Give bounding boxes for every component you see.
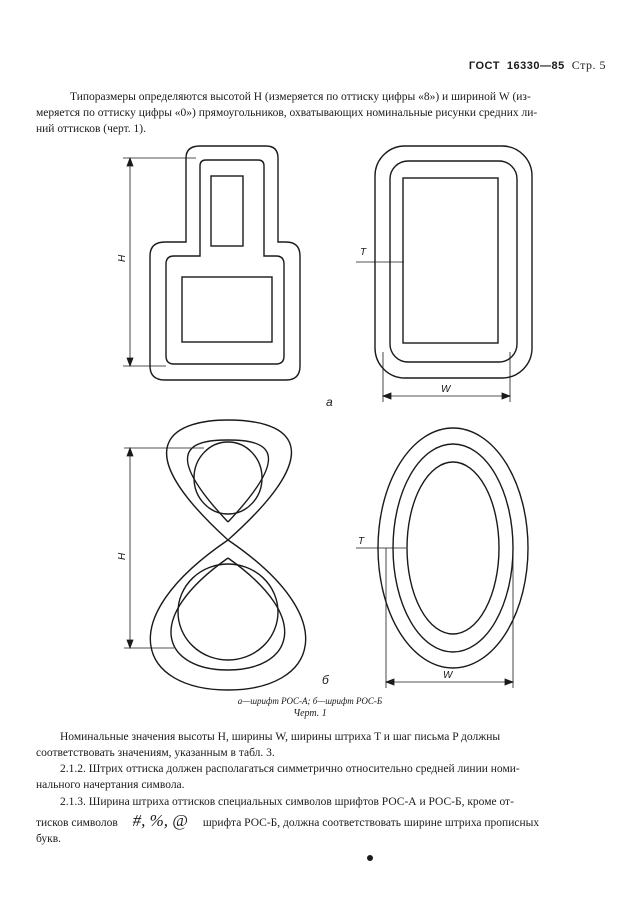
intro-line-3: ний оттисков (черт. 1). [36, 123, 146, 135]
std-label: ГОСТ [468, 60, 500, 72]
page-dot [367, 855, 373, 861]
intro-line-2: меряется по оттиску цифры «0») прямоугольников, охватывающих номинальные рисунки средних ли- [36, 107, 538, 119]
std-number: 16330—85 [506, 60, 565, 72]
stroke-label-b: T [358, 536, 365, 547]
rect-eight-glyph [150, 146, 300, 380]
round-eight-glyph [150, 420, 305, 690]
para-2-line-2: нального начертания символа. [36, 779, 185, 791]
subfigure-label-b: б [322, 673, 329, 687]
para-3-suffix: шрифта РОС-Б, должна соответствовать ширине штриха прописных [202, 817, 540, 829]
para-3-line-1: 2.1.3. Ширина штриха оттисков специальных символов шрифтов РОС-А и РОС-Б, кроме от- [60, 796, 514, 808]
width-label-b: W [443, 670, 453, 681]
page-number: Стр. 5 [571, 58, 606, 72]
intro-line-1: Типоразмеры определяются высотой H (измеряется по оттиску цифры «8») и шириной W (из- [70, 91, 531, 103]
para-1-line-1: Номинальные значения высоты H, ширины W, ширины штриха T и шаг письма P должны [60, 731, 501, 743]
para-3-line-2 [36, 812, 606, 832]
figure-caption: а—шрифт РОС-А; б—шрифт РОС-Б [237, 696, 383, 706]
width-label-a: W [441, 384, 451, 395]
subfigure-label-a: а [326, 395, 333, 409]
para-3-prefix: тисков символов [36, 817, 118, 829]
para-3-line-3: букв. [36, 833, 62, 845]
figure-number: Черт. 1 [293, 708, 327, 719]
height-label-b: H [117, 552, 128, 560]
special-symbols: #, %, @ [132, 811, 188, 830]
stroke-label-a: T [360, 247, 367, 258]
height-label-a: H [117, 254, 128, 262]
para-1-line-2: соответствовать значениям, указанным в табл. 3. [36, 747, 275, 759]
para-2-line-1: 2.1.2. Штрих оттиска должен располагаться симметрично относительно средней линии номи- [60, 763, 520, 775]
